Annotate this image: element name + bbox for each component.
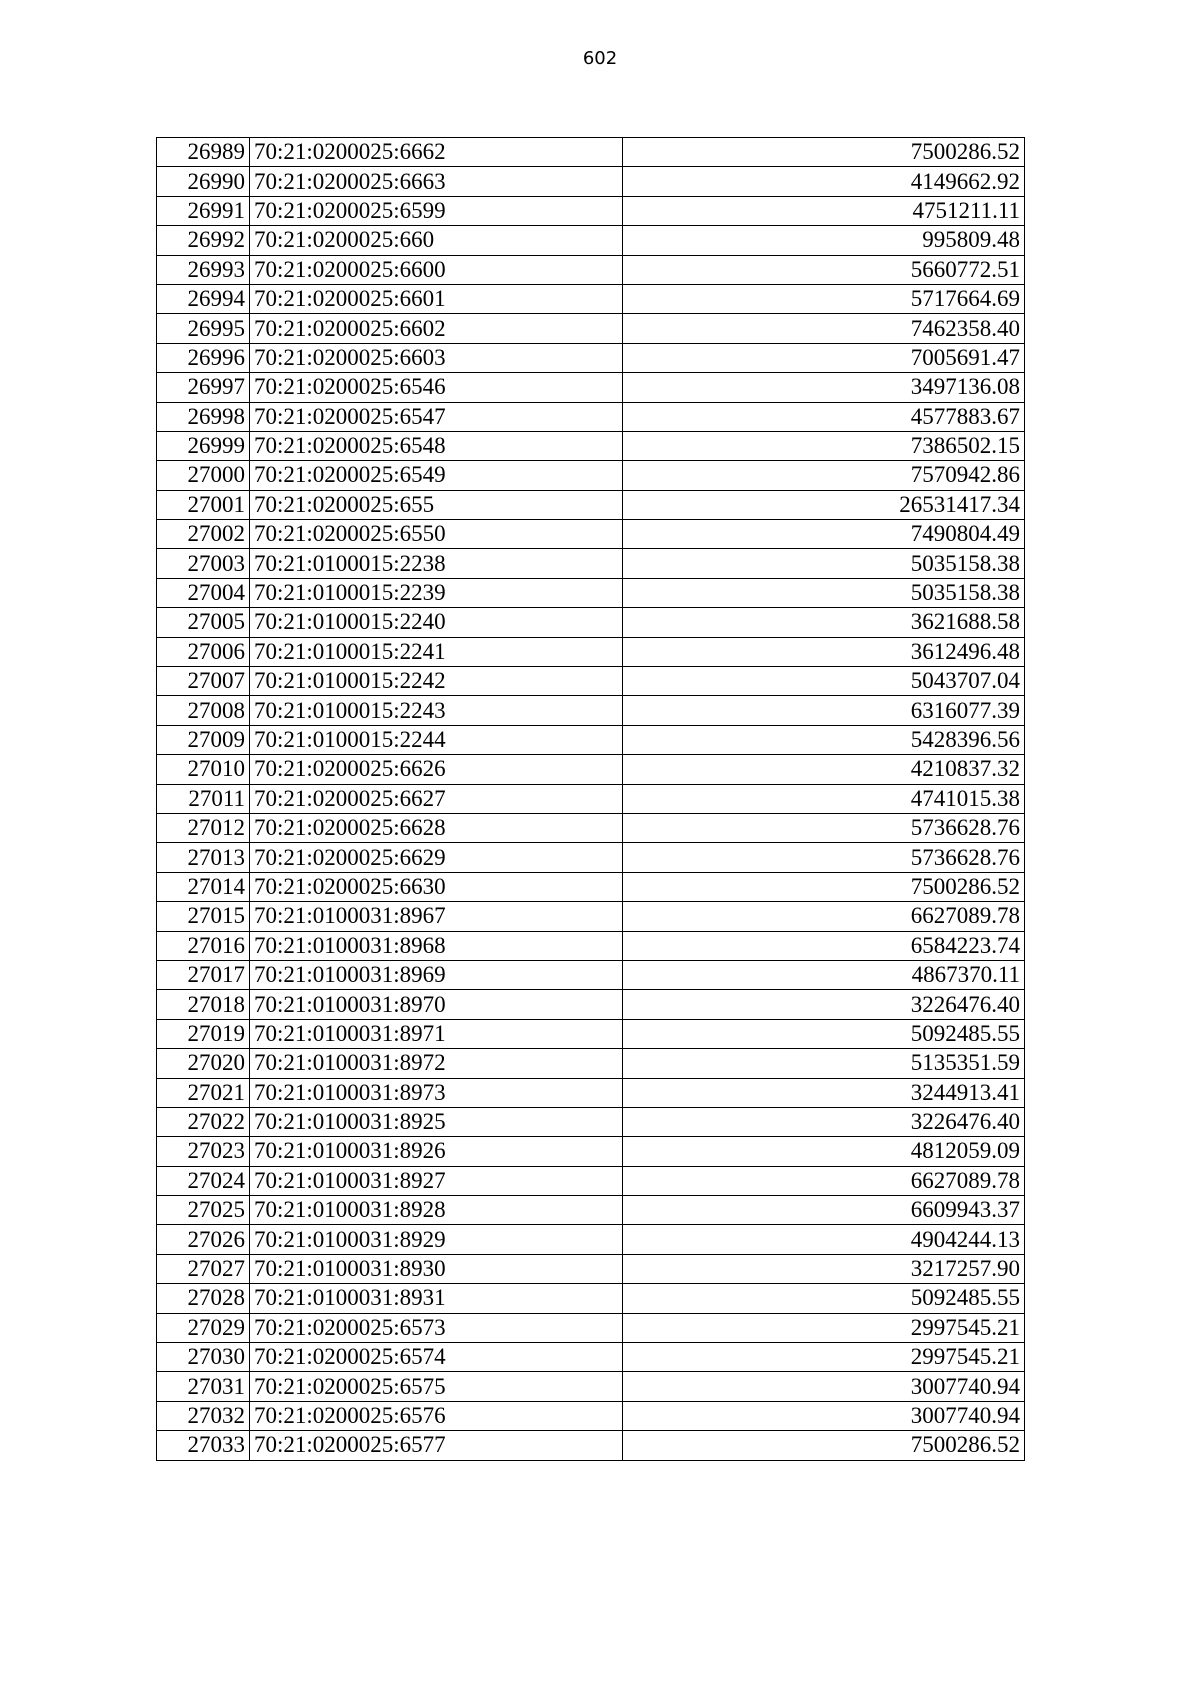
cadastral-number-cell: 70:21:0100031:8926 [250,1137,623,1166]
table-row [157,1166,1025,1195]
row-number-cell: 26993 [157,255,250,284]
table-row [157,1284,1025,1313]
row-number-cell: 27008 [157,696,250,725]
cadastral-number-cell: 70:21:0200025:6574 [250,1343,623,1372]
row-number-cell: 27017 [157,960,250,989]
cadastral-number-cell: 70:21:0100031:8969 [250,960,623,989]
cadastral-value-cell: 5736628.76 [623,843,1025,872]
row-number-cell: 27027 [157,1254,250,1283]
cadastral-number-cell: 70:21:0100031:8973 [250,1078,623,1107]
table-row [157,1401,1025,1430]
cadastral-value-cell: 3007740.94 [623,1372,1025,1401]
table-row [157,1254,1025,1283]
table-row [157,1431,1025,1460]
cadastral-number-cell: 70:21:0100031:8928 [250,1196,623,1225]
row-number-cell: 27005 [157,608,250,637]
row-number-cell: 27023 [157,1137,250,1166]
cadastral-value-cell: 6609943.37 [623,1196,1025,1225]
table-row [157,872,1025,901]
cadastral-number-cell: 70:21:0200025:6628 [250,813,623,842]
table-row [157,138,1025,167]
cadastral-value-cell: 5717664.69 [623,284,1025,313]
cadastral-number-cell: 70:21:0100015:2243 [250,696,623,725]
cadastral-value-cell: 5660772.51 [623,255,1025,284]
row-number-cell: 27022 [157,1107,250,1136]
table-row [157,1343,1025,1372]
page-number: 602 [582,48,618,69]
row-number-cell: 27024 [157,1166,250,1195]
table-row [157,902,1025,931]
cadastral-number-cell: 70:21:0100031:8927 [250,1166,623,1195]
row-number-cell: 27000 [157,461,250,490]
row-number-cell: 27029 [157,1313,250,1342]
row-number-cell: 26999 [157,431,250,460]
cadastral-number-cell: 70:21:0200025:6547 [250,402,623,431]
row-number-cell: 27012 [157,813,250,842]
cadastral-value-cell: 5043707.04 [623,667,1025,696]
cadastral-value-cell: 7005691.47 [623,343,1025,372]
row-number-cell: 27001 [157,490,250,519]
cadastral-value-cell: 5035158.38 [623,549,1025,578]
cadastral-value-cell: 2997545.21 [623,1343,1025,1372]
table-row [157,226,1025,255]
cadastral-value-cell: 4904244.13 [623,1225,1025,1254]
cadastral-number-cell: 70:21:0100015:2244 [250,725,623,754]
cadastral-value-cell: 5736628.76 [623,813,1025,842]
table-row [157,960,1025,989]
cadastral-number-cell: 70:21:0200025:6602 [250,314,623,343]
cadastral-value-cell: 4741015.38 [623,784,1025,813]
table-row [157,284,1025,313]
cadastral-value-cell: 7500286.52 [623,1431,1025,1460]
table-row [157,255,1025,284]
table-row [157,990,1025,1019]
cadastral-number-cell: 70:21:0200025:6548 [250,431,623,460]
cadastral-number-cell: 70:21:0100031:8968 [250,931,623,960]
row-number-cell: 27002 [157,520,250,549]
cadastral-value-cell: 7462358.40 [623,314,1025,343]
row-number-cell: 27004 [157,578,250,607]
table-row [157,1313,1025,1342]
table-row [157,843,1025,872]
row-number-cell: 26992 [157,226,250,255]
table-row [157,608,1025,637]
table-row [157,813,1025,842]
cadastral-number-cell: 70:21:0200025:6626 [250,755,623,784]
cadastral-number-cell: 70:21:0100031:8970 [250,990,623,1019]
cadastral-number-cell: 70:21:0200025:6600 [250,255,623,284]
cadastral-number-cell: 70:21:0100015:2242 [250,667,623,696]
cadastral-number-cell: 70:21:0100031:8929 [250,1225,623,1254]
cadastral-value-cell: 3621688.58 [623,608,1025,637]
row-number-cell: 27003 [157,549,250,578]
cadastral-value-cell: 4751211.11 [623,196,1025,225]
table-row [157,1078,1025,1107]
row-number-cell: 26995 [157,314,250,343]
cadastral-value-cell: 6316077.39 [623,696,1025,725]
row-number-cell: 26997 [157,373,250,402]
cadastral-value-cell: 6584223.74 [623,931,1025,960]
row-number-cell: 27011 [157,784,250,813]
cadastral-value-cell: 7570942.86 [623,461,1025,490]
row-number-cell: 27013 [157,843,250,872]
cadastral-value-cell: 3217257.90 [623,1254,1025,1283]
cadastral-value-cell: 7500286.52 [623,872,1025,901]
cadastral-number-cell: 70:21:0200025:6629 [250,843,623,872]
cadastral-value-cell: 7490804.49 [623,520,1025,549]
row-number-cell: 27009 [157,725,250,754]
cadastral-value-table [156,137,1025,1461]
row-number-cell: 27010 [157,755,250,784]
table-row [157,1196,1025,1225]
cadastral-number-cell: 70:21:0100031:8931 [250,1284,623,1313]
cadastral-number-cell: 70:21:0100015:2241 [250,637,623,666]
row-number-cell: 26998 [157,402,250,431]
cadastral-value-cell: 7386502.15 [623,431,1025,460]
cadastral-value-cell: 3226476.40 [623,1107,1025,1136]
row-number-cell: 26989 [157,138,250,167]
table-row [157,931,1025,960]
row-number-cell: 27025 [157,1196,250,1225]
cadastral-number-cell: 70:21:0100031:8971 [250,1019,623,1048]
cadastral-number-cell: 70:21:0100031:8967 [250,902,623,931]
table-row [157,402,1025,431]
table-row [157,431,1025,460]
cadastral-number-cell: 70:21:0100031:8930 [250,1254,623,1283]
table-row [157,1049,1025,1078]
cadastral-number-cell: 70:21:0200025:6546 [250,373,623,402]
cadastral-value-cell: 4812059.09 [623,1137,1025,1166]
cadastral-number-cell: 70:21:0200025:6599 [250,196,623,225]
table-row [157,314,1025,343]
cadastral-value-cell: 26531417.34 [623,490,1025,519]
cadastral-number-cell: 70:21:0100031:8925 [250,1107,623,1136]
row-number-cell: 27031 [157,1372,250,1401]
cadastral-number-cell: 70:21:0200025:6573 [250,1313,623,1342]
cadastral-value-cell: 3244913.41 [623,1078,1025,1107]
table-row [157,490,1025,519]
cadastral-number-cell: 70:21:0200025:6576 [250,1401,623,1430]
row-number-cell: 27014 [157,872,250,901]
row-number-cell: 27030 [157,1343,250,1372]
row-number-cell: 27018 [157,990,250,1019]
cadastral-number-cell: 70:21:0100015:2239 [250,578,623,607]
cadastral-number-cell: 70:21:0200025:6550 [250,520,623,549]
table-row [157,196,1025,225]
table-row [157,1225,1025,1254]
table-row [157,784,1025,813]
cadastral-value-cell: 995809.48 [623,226,1025,255]
cadastral-value-cell: 5035158.38 [623,578,1025,607]
cadastral-number-cell: 70:21:0100015:2240 [250,608,623,637]
row-number-cell: 27016 [157,931,250,960]
cadastral-value-cell: 4149662.92 [623,167,1025,196]
row-number-cell: 27026 [157,1225,250,1254]
table-body [157,138,1025,1461]
table-row [157,549,1025,578]
table-row [157,637,1025,666]
cadastral-value-cell: 6627089.78 [623,902,1025,931]
cadastral-number-cell: 70:21:0200025:6575 [250,1372,623,1401]
row-number-cell: 27020 [157,1049,250,1078]
cadastral-value-cell: 2997545.21 [623,1313,1025,1342]
row-number-cell: 26994 [157,284,250,313]
table-row [157,1372,1025,1401]
cadastral-value-cell: 3497136.08 [623,373,1025,402]
table-row [157,1137,1025,1166]
table-row [157,167,1025,196]
row-number-cell: 27006 [157,637,250,666]
cadastral-value-cell: 6627089.78 [623,1166,1025,1195]
cadastral-value-cell: 3007740.94 [623,1401,1025,1430]
table-row [157,520,1025,549]
cadastral-number-cell: 70:21:0200025:6663 [250,167,623,196]
row-number-cell: 26991 [157,196,250,225]
table-row [157,578,1025,607]
cadastral-value-cell: 3612496.48 [623,637,1025,666]
row-number-cell: 27028 [157,1284,250,1313]
cadastral-value-cell: 7500286.52 [623,138,1025,167]
table-row [157,725,1025,754]
table-row [157,696,1025,725]
table-row [157,343,1025,372]
cadastral-number-cell: 70:21:0200025:655 [250,490,623,519]
cadastral-number-cell: 70:21:0200025:6630 [250,872,623,901]
cadastral-value-cell: 5135351.59 [623,1049,1025,1078]
row-number-cell: 27032 [157,1401,250,1430]
row-number-cell: 27015 [157,902,250,931]
table-row [157,1019,1025,1048]
cadastral-number-cell: 70:21:0100015:2238 [250,549,623,578]
table-row [157,373,1025,402]
row-number-cell: 27007 [157,667,250,696]
cadastral-value-cell: 5092485.55 [623,1284,1025,1313]
cadastral-value-cell: 3226476.40 [623,990,1025,1019]
cadastral-number-cell: 70:21:0200025:6662 [250,138,623,167]
table-row [157,667,1025,696]
cadastral-number-cell: 70:21:0200025:660 [250,226,623,255]
table-row [157,755,1025,784]
cadastral-value-cell: 4210837.32 [623,755,1025,784]
cadastral-value-cell: 4867370.11 [623,960,1025,989]
table-row [157,461,1025,490]
cadastral-number-cell: 70:21:0200025:6549 [250,461,623,490]
row-number-cell: 27021 [157,1078,250,1107]
row-number-cell: 27033 [157,1431,250,1460]
row-number-cell: 26990 [157,167,250,196]
cadastral-value-cell: 4577883.67 [623,402,1025,431]
table-row [157,1107,1025,1136]
cadastral-number-cell: 70:21:0200025:6601 [250,284,623,313]
row-number-cell: 27019 [157,1019,250,1048]
cadastral-number-cell: 70:21:0200025:6577 [250,1431,623,1460]
cadastral-value-cell: 5428396.56 [623,725,1025,754]
cadastral-number-cell: 70:21:0200025:6627 [250,784,623,813]
cadastral-number-cell: 70:21:0200025:6603 [250,343,623,372]
cadastral-number-cell: 70:21:0100031:8972 [250,1049,623,1078]
row-number-cell: 26996 [157,343,250,372]
cadastral-value-cell: 5092485.55 [623,1019,1025,1048]
